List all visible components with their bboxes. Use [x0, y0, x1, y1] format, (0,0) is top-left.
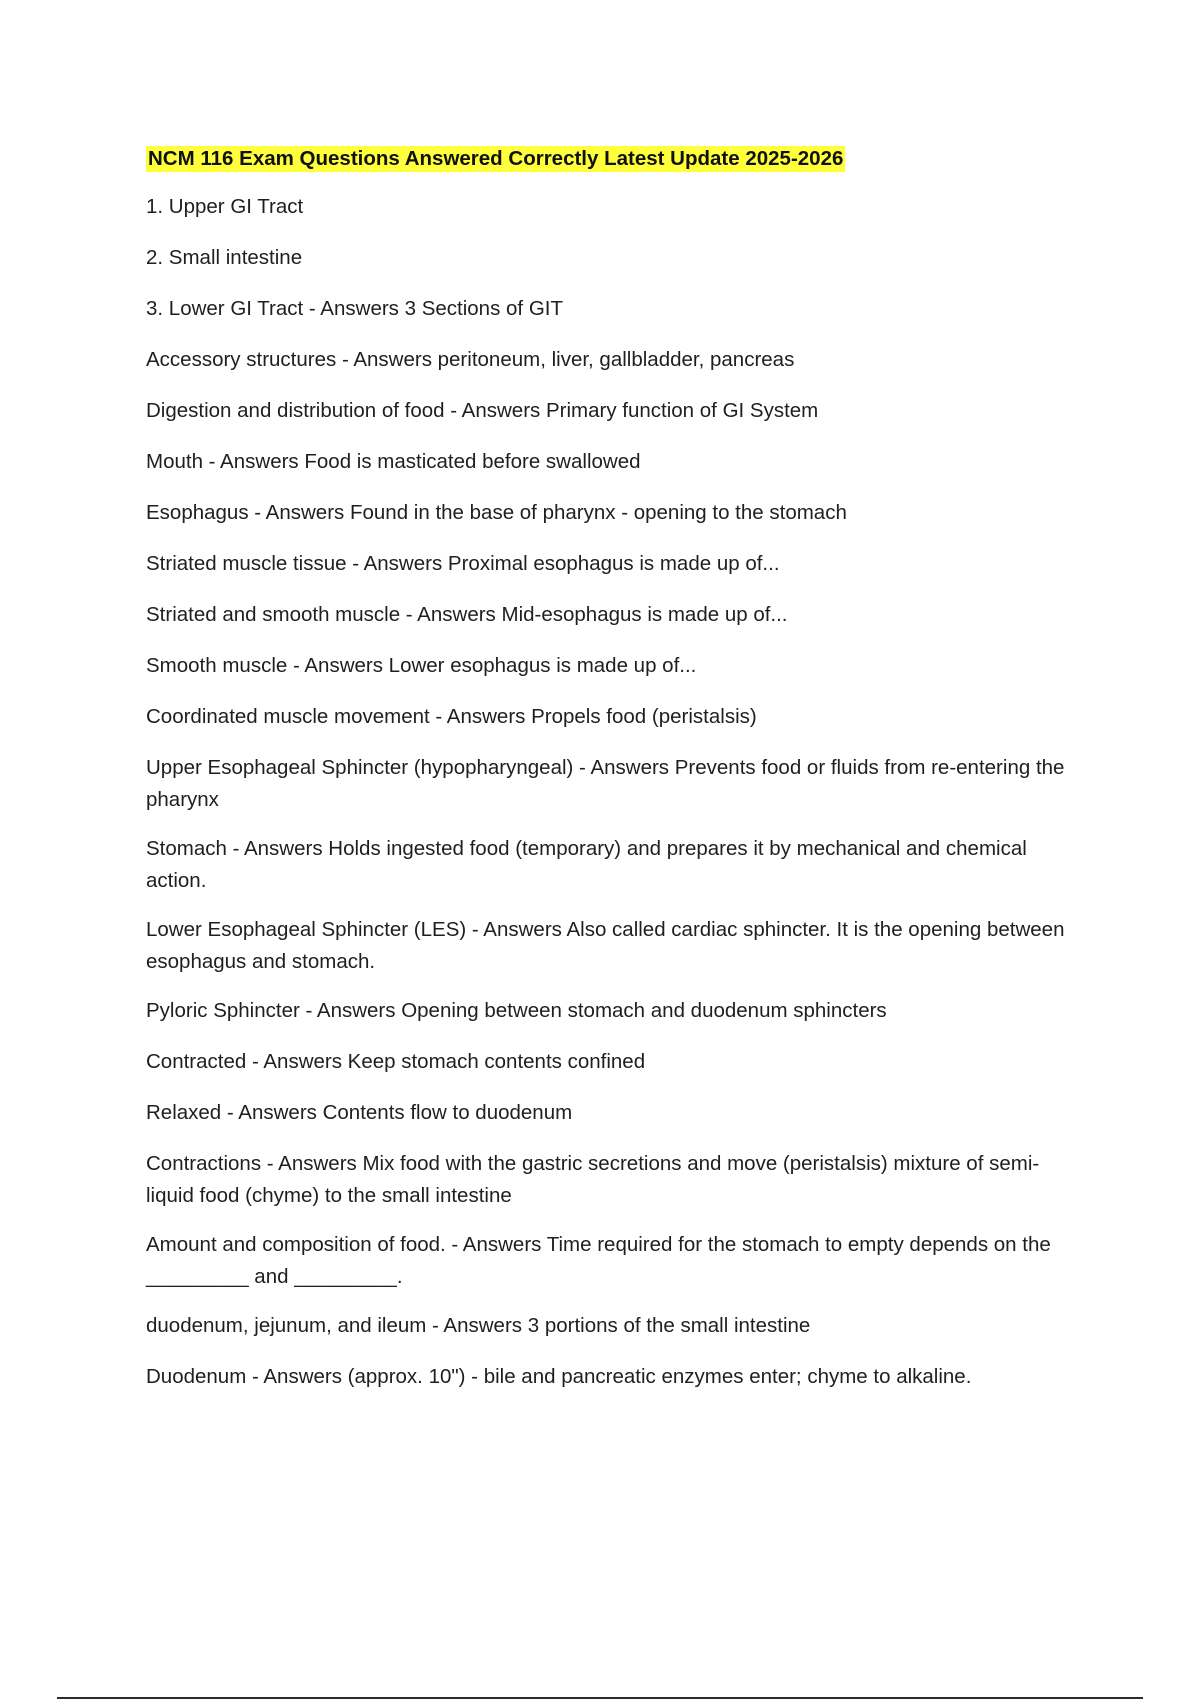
- qa-line: Pyloric Sphincter - Answers Opening between stomach and duodenum sphincters: [146, 999, 887, 1022]
- qa-line: Lower Esophageal Sphincter (LES) - Answers Also called cardiac sphincter. It is the opening between esophagus and stomach.: [146, 918, 1065, 973]
- qa-line: Striated and smooth muscle - Answers Mid-esophagus is made up of...: [146, 603, 788, 626]
- qa-line: Mouth - Answers Food is masticated before swallowed: [146, 450, 641, 473]
- qa-line: Upper Esophageal Sphincter (hypopharyngeal) - Answers Prevents food or fluids from re-entering the pharynx: [146, 756, 1065, 811]
- qa-line: Striated muscle tissue - Answers Proximal esophagus is made up of...: [146, 552, 780, 575]
- qa-line: Contracted - Answers Keep stomach contents confined: [146, 1050, 646, 1073]
- qa-line: Relaxed - Answers Contents flow to duodenum: [146, 1101, 573, 1124]
- qa-line: 2. Small intestine: [146, 246, 303, 269]
- qa-line: Stomach - Answers Holds ingested food (temporary) and prepares it by mechanical and chemical action.: [146, 837, 1027, 892]
- document-body: [146, 146, 1086, 1412]
- qa-line: Duodenum - Answers (approx. 10") - bile and pancreatic enzymes enter; chyme to alkaline.: [146, 1365, 972, 1388]
- qa-line: Amount and composition of food. - Answers Time required for the stomach to empty depends on the _________ and _________.: [146, 1233, 1051, 1288]
- qa-line: Contractions - Answers Mix food with the gastric secretions and move (peristalsis) mixture of semi-liquid food (chyme) to the small intestine: [146, 1152, 1040, 1207]
- qa-line: Coordinated muscle movement - Answers Propels food (peristalsis): [146, 705, 757, 728]
- qa-line: 1. Upper GI Tract: [146, 195, 304, 218]
- qa-line: Accessory structures - Answers peritoneum, liver, gallbladder, pancreas: [146, 348, 795, 371]
- qa-line: Digestion and distribution of food - Answers Primary function of GI System: [146, 399, 819, 422]
- footer-divider: [57, 1697, 1143, 1699]
- document-title: NCM 116 Exam Questions Answered Correctly Latest Update 2025-2026: [148, 147, 844, 170]
- qa-line: Smooth muscle - Answers Lower esophagus is made up of...: [146, 654, 697, 677]
- qa-line: 3. Lower GI Tract - Answers 3 Sections of GIT: [146, 297, 563, 320]
- qa-line: duodenum, jejunum, and ileum - Answers 3 portions of the small intestine: [146, 1314, 811, 1337]
- qa-line: Esophagus - Answers Found in the base of pharynx - opening to the stomach: [146, 501, 847, 524]
